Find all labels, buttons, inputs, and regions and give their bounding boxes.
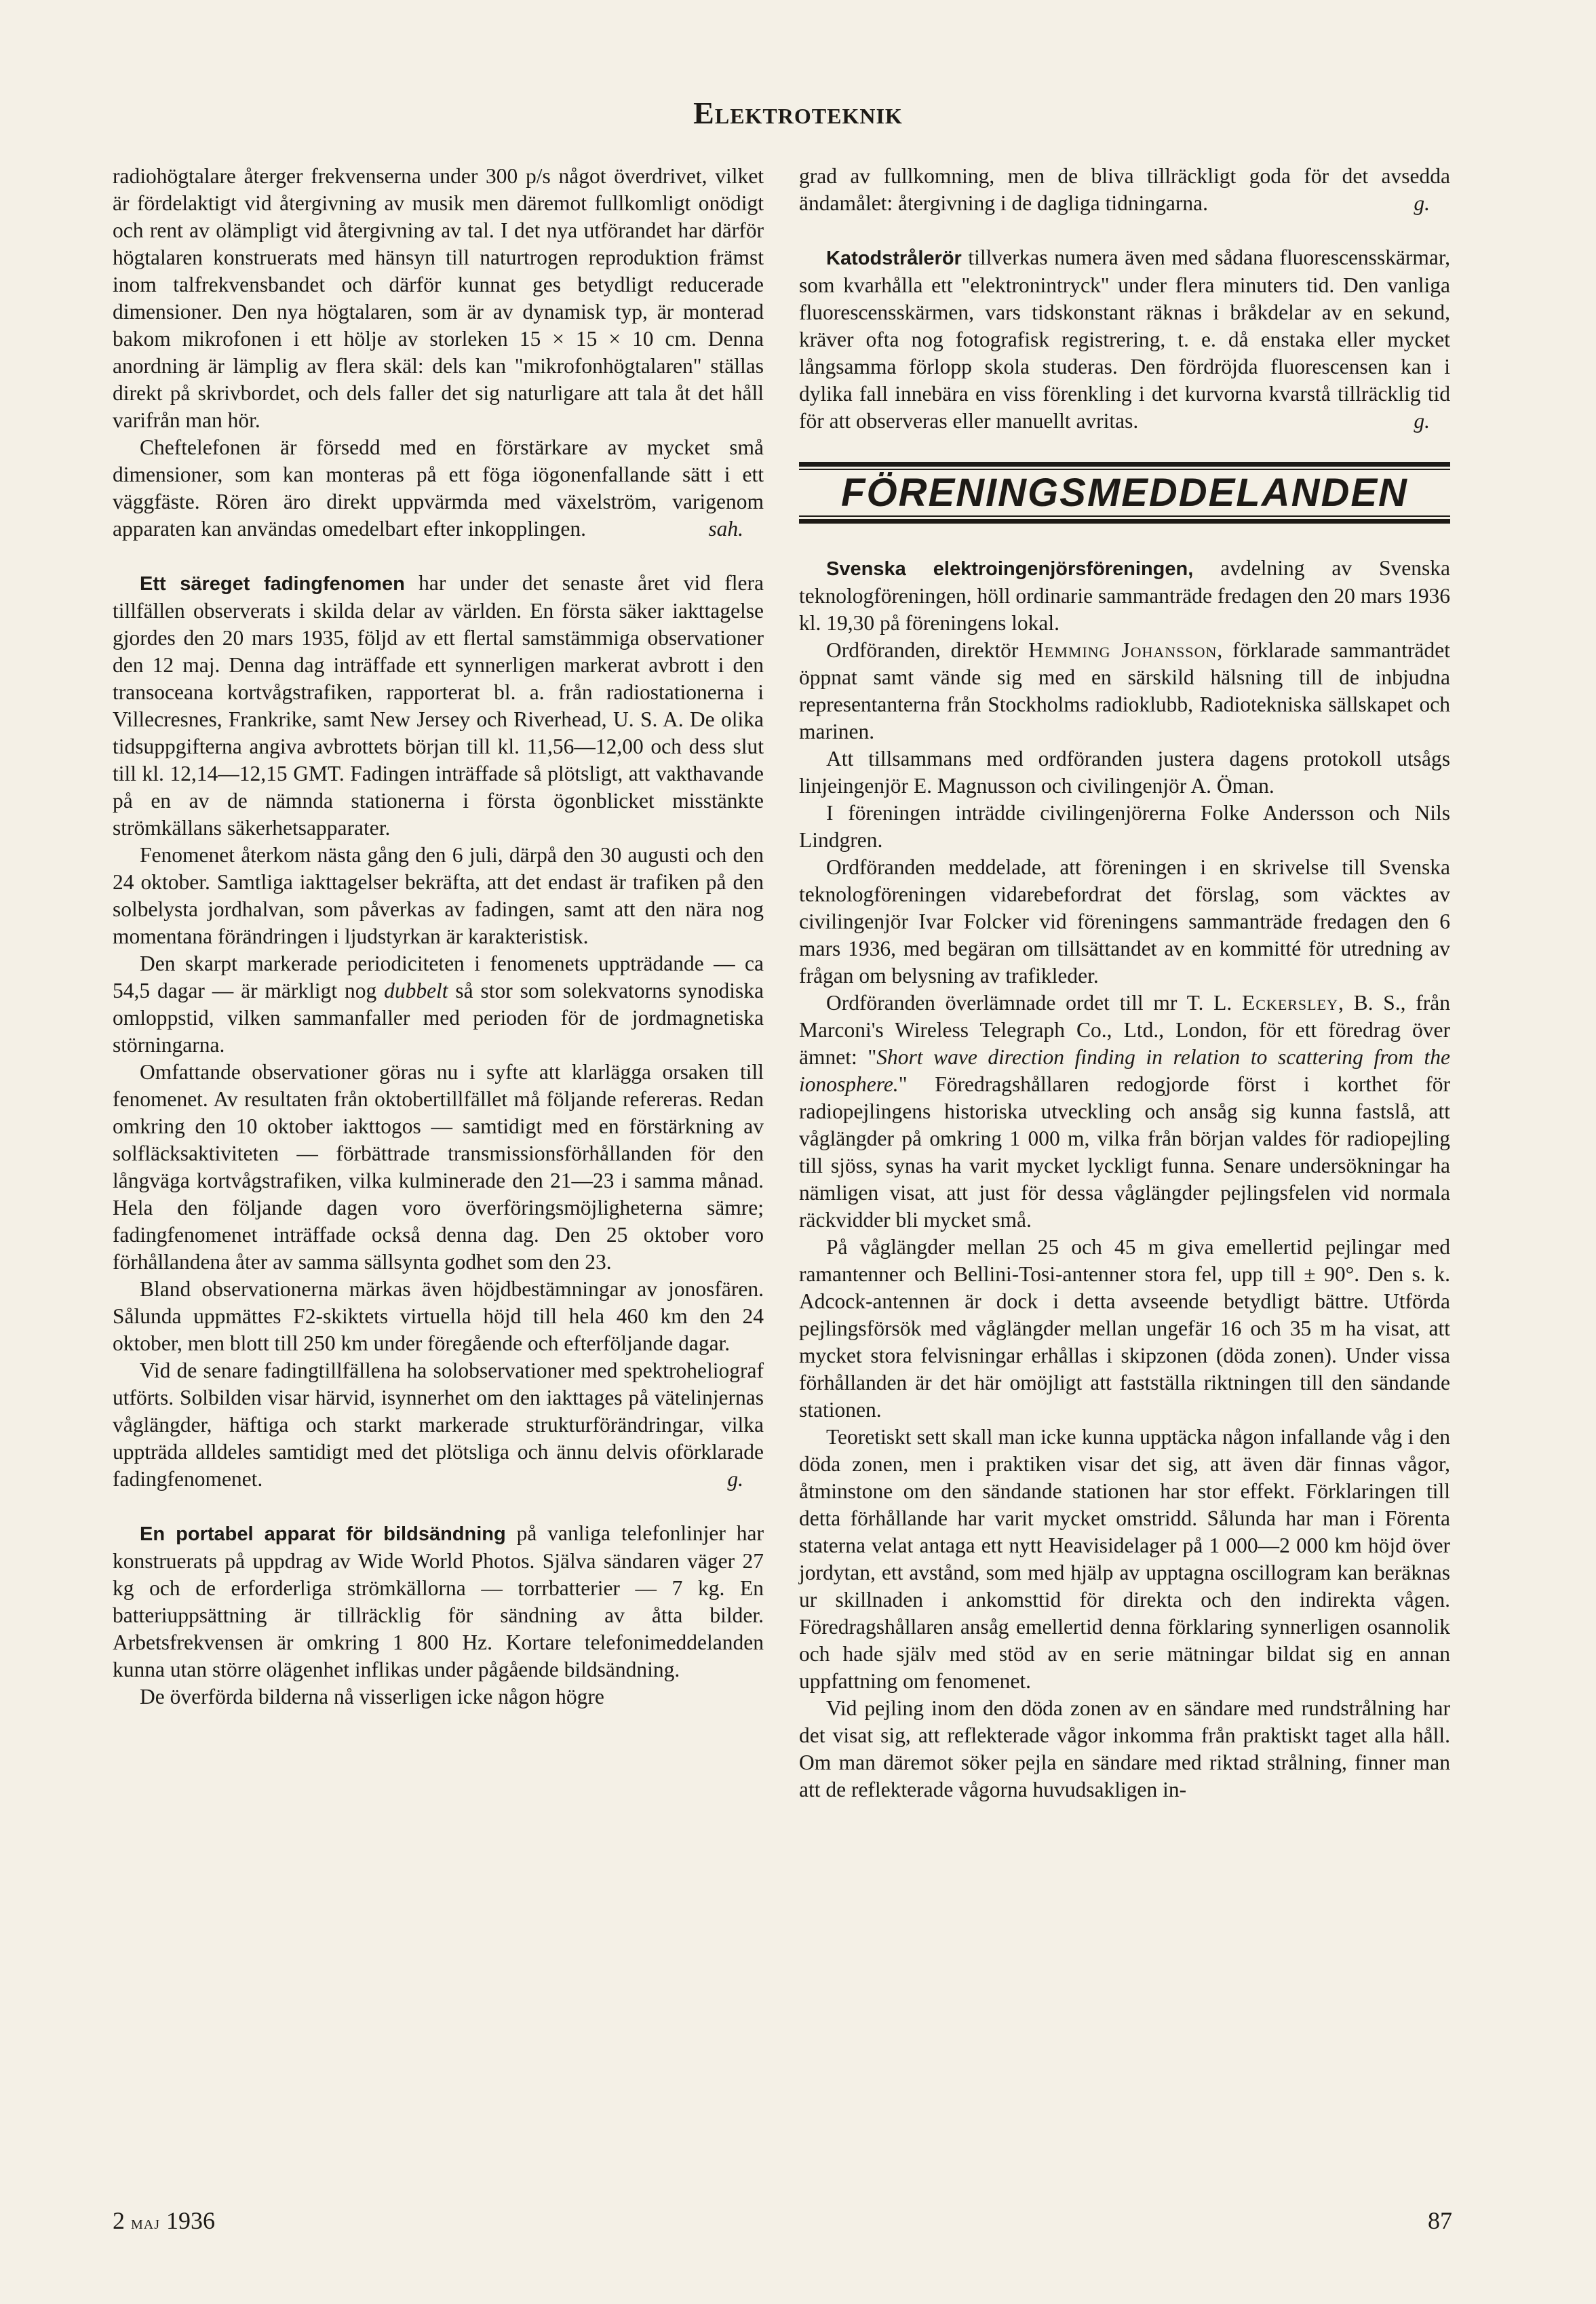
fading-article-intro	[113, 570, 764, 842]
paragraph-text: Ordföranden, direktör	[826, 638, 1029, 662]
article-paragraph: Omfattande observationer göras nu i syfte att klarlägga orsaken till fenomenet. Av resultaten från oktobertillfället må följande refereras. Redan omkring den 10 oktober iakttogos — samtidigt med en förstärkning av solfläcksaktiviteten — förbättrade transmissionsförhållanden för den långväga kortvågstrafiken, vilka kulminerade den 21—23 i samma månad. Hela den följande dagen voro överföringsmöjligheterna sämre; fadingfenomenet inträffade också denna dag. Den 25 oktober voro förhållandena åter av samma sällsynta godhet som den 23.	[113, 1060, 764, 1274]
left-column	[113, 163, 764, 1711]
footer-month: maj	[131, 2212, 161, 2233]
kato-article-heading: Katodstrålerör	[826, 248, 962, 269]
article-paragraph: radiohögtalare återger frekvenserna under 300 p/s något överdrivet, vilket är fördelaktigt vid återgivning av musik men däremot fullkomligt onödigt och rent av olämpligt vid återgivning av tal. I det nya utförandet har därför högtalaren konstruerats med hänsyn till naturtrogen reproduktion främst inom talfrekvensbandet och därför kunnat ges betydligt reducerade dimensioner. Den nya högtalaren, som är av dynamisk typ, är monterad bakom mikrofonen i ett hölje av storleken 15 × 15 × 10 cm. Denna anordning är lämplig av flera skäl: dels kan "mikrofonhögtalaren" ställas direkt på skrivbordet, och dels faller det sig naturligare att tala åt det håll varifrån man hör.	[113, 164, 764, 432]
paragraph-text: avdelning av Svenska teknologföreningen, höll ordinarie sammanträde fredagen den 20 mars 1936 kl. 19,30 på föreningens lokal.	[799, 556, 1451, 635]
article-paragraph: Ordföranden meddelade, att föreningen i en skrivelse till Svenska teknologföreningen vidarebefordrat det förslag, som väcktes av civilingenjör Ivar Folcker vid föreningens sammanträde fredagen den 6 mars 1936, med begäran om tillsättandet av en kommitté för utredning av frågan om belysning av trafikleder.	[799, 855, 1450, 988]
author-signature: sah.	[708, 517, 743, 541]
article-paragraph: I föreningen inträdde civilingenjörerna Folke Andersson och Nils Lindgren.	[799, 801, 1450, 852]
article-paragraph	[113, 434, 764, 543]
article-paragraph	[799, 163, 1450, 217]
article-paragraph: På våglängder mellan 25 och 45 m giva emellertid pejlingar med ramantenner och Bellini-Tosi-antenner stora fel, upp till ± 90°. Den s. k. Adcock-antennen är dock i detta avseende betydligt bättre. Utförda pejlingsförsök med våglängder mellan ungefär 16 och 35 m ha visat, att mycket stora felvisningar erhållas i skipzonen (döda zonen). Under vissa förhållanden är det här omöjligt att fastställa riktningen till den sändande stationen.	[799, 1235, 1450, 1422]
author-signature: g.	[1414, 409, 1430, 433]
paragraph-text: Cheftelefonen är försedd med en förstärkare av mycket små dimensioner, som kan monteras på ett föga iögonenfallande sätt i ett väggfäste. Rören äro direkt uppvärmda med växelström, varigenom apparaten kan användas omedelbart efter inkopplingen.	[113, 435, 764, 541]
paragraph-text: , B. S., från Marconi's Wireless Telegraph Co., Ltd., London, för ett föredrag över ämnet: "	[799, 991, 1450, 1069]
banner-rule-top	[799, 462, 1450, 467]
banner-rule-bottom-thin	[799, 515, 1450, 517]
author-signature: g.	[727, 1467, 743, 1491]
article-paragraph: De överförda bilderna nå visserligen icke någon högre	[140, 1685, 604, 1709]
fading-article-heading: Ett säreget fadingfenomen	[140, 573, 405, 595]
article-paragraph: Bland observationerna märkas även höjdbestämningar av jonosfären. Sålunda uppmättes F2-skiktets virtuella höjd till hela 460 km den 24 oktober, men blott till 250 km under föregående och efterföljande dagar.	[113, 1277, 764, 1355]
article-paragraph	[799, 637, 1450, 745]
portable-article-heading: En portabel apparat för bildsändning	[140, 1523, 506, 1545]
article-paragraph: Att tillsammans med ordföranden justera dagens protokoll utsågs linjeingenjör E. Magnusson och civilingenjör A. Öman.	[799, 747, 1450, 798]
person-name: Hemming Johansson	[1028, 638, 1218, 662]
paragraph-text: har under det senaste året vid flera tillfällen observerats i skilda delar av världen. En första säker iakttagelse gjordes den 20 mars 1935, följd av ett flertal samstämmiga observationer den 12 maj. Denna dag inträffade ett synnerligen markerat avbrott i den transoceana kortvågstrafiken, rapporterat bl. a. från radiostationerna i Villecresnes, Frankrike, samt New Jersey och Riverhead, U. S. A. De olika tidsuppgifterna angiva avbrottets början till kl. 11,56—12,00 och dess slut till kl. 12,14—12,15 GMT. Fadingen inträffade så plötsligt, att vakthavande på en av de nämnda stationerna i första ögonblicket misstänkte strömkällans säkerhetsapparater.	[113, 571, 764, 840]
banner-rule-bottom	[799, 519, 1450, 524]
article-paragraph: Vid pejling inom den döda zonen av en sändare med rundstrålning har det visat sig, att reflekterade vågor inkomma från praktiskt taget alla håll. Om man däremot söker pejla en sändare med riktad strålning, finner man att de reflekterade vågorna huvudsakligen in-	[799, 1696, 1450, 1801]
kato-article-intro	[799, 244, 1450, 435]
paragraph-text: , förklarade sammanträdet öppnat samt vände sig med en särskild hälsning till de inbjudna representanterna från Stockholms radioklubb, Radiotekniska sällskapet och marinen.	[799, 638, 1450, 743]
paragraph-text: grad av fullkomning, men de bliva tillräckligt goda för det avsedda ändamålet: återgivning i de dagliga tidningarna.	[799, 164, 1450, 215]
paragraph-text: så stor som solekvatorns synodiska omloppstid, vilken sammanfaller med perioden för de jordmagnetiska störningarna.	[113, 979, 764, 1057]
article-paragraph: Teoretiskt sett skall man icke kunna upptäcka någon infallande våg i den döda zonen, men i praktiken visar det sig, att även där finnas vågor, åtminstone om den sändande stationen har stor effekt. Förklaringen till detta förhållande har varit mycket omstridd. Sålunda har man i Förenta staterna velat antaga ett nytt Heavisidelager på 1 000—2 000 km höjd över jordytan, ett avstånd, som med hjälp av upptagna oscillogram kan beräknas ur skillnaden i ankomsttid för direkta och den indirekta vågen. Föredragshållaren ansåg emellertid denna förklaring synnerligen osannolik och hade själv med stöd av en serie mätningar bildat sig en annan uppfattning om fenomenet.	[799, 1425, 1450, 1693]
paragraph-text: på vanliga telefonlinjer har konstruerats på uppdrag av Wide World Photos. Själva sändaren väger 27 kg och de erforderliga strömkällorna — torrbatterier — 7 kg. En batteriuppsättning är tillräcklig för sändning av åtta bilder. Arbetsfrekvensen är omkring 1 800 Hz. Kortare telefonimeddelanden kunna utan större olägenhet inflikas under pågående bildsändning.	[113, 1521, 764, 1681]
right-column	[799, 163, 1450, 1803]
society-report-intro	[799, 555, 1450, 637]
paragraph-text: Vid de senare fadingtillfällena ha solobservationer med spektroheliograf utförts. Solbilden visar härvid, isynnerhet om den iakttages på vätelinjernas våglängder, häftiga och starkt markerade strukturförändringar, vilka uppträda alldeles samtidigt med det plötsliga och ännu delvis oförklarade fadingfenomenet.	[113, 1359, 764, 1491]
paragraph-text: " Föredragshållaren redogjorde först i korthet för radiopejlingens historiska utveckling och ansåg sig kunna fastslå, att våglängder på omkring 1 000 m, vilka från början valdes för radiopejling till sjöss, synas ha varit mycket lyckligt funna. Senare undersökningar ha nämligen visat, att just för dessa våglängder pejlingsfelen vid normala räckvidder bli mycket små.	[799, 1072, 1450, 1232]
page-number: 87	[1428, 2207, 1452, 2234]
paragraph-text: Den skarpt markerade periodiciteten i fenomenets uppträdande — ca 54,5 dagar — är märkligt nog	[113, 952, 764, 1002]
author-signature: g.	[1414, 191, 1430, 215]
portable-article-intro	[113, 1520, 764, 1683]
emphasis-text: dubbelt	[384, 979, 448, 1002]
paragraph-text: Ordföranden överlämnade ordet till mr T. L.	[826, 991, 1243, 1015]
section-header: Elektroteknik	[693, 96, 903, 130]
article-paragraph	[799, 990, 1450, 1234]
person-name: Eckersley	[1242, 991, 1338, 1015]
article-paragraph	[113, 1357, 764, 1493]
footer-date	[113, 2206, 215, 2235]
section-banner	[799, 462, 1450, 524]
banner-title: FÖRENINGSMEDDELANDEN	[841, 471, 1408, 515]
society-report-heading: Svenska elektroingenjörsföreningen,	[826, 558, 1194, 580]
paragraph-text: tillverkas numera även med sådana fluorescensskärmar, som kvarhålla ett "elektronintryck" under flera minuters tid. Den vanliga fluorescensskärmen, vars tidskonstant räknas i bråkdelar av en sekund, kräver ofta nog fotografisk registrering, t. e. då enstaka eller mycket långsamma förlopp skola studeras. Den fördröjda fluorescensen kan i dylika fall innebära en viss förenkling i det kurvorna kvarstå tillräcklig tid för att observeras eller manuellt avritas.	[799, 246, 1450, 433]
article-paragraph	[113, 950, 764, 1059]
article-paragraph: Fenomenet återkom nästa gång den 6 juli, därpå den 30 augusti och den 24 oktober. Samtliga iakttagelser bekräfta, att det endast är trafiken på den solbelysta jordhalvan, som påverkas av fadingen, samt att den nära nog momentana förändringen i ljudstyrkan är karakteristisk.	[113, 843, 764, 948]
footer-day: 2	[113, 2207, 125, 2234]
lecture-title: Short wave direction finding in relation to scattering from the ionosphere.	[799, 1045, 1450, 1096]
footer-year: 1936	[166, 2207, 216, 2234]
